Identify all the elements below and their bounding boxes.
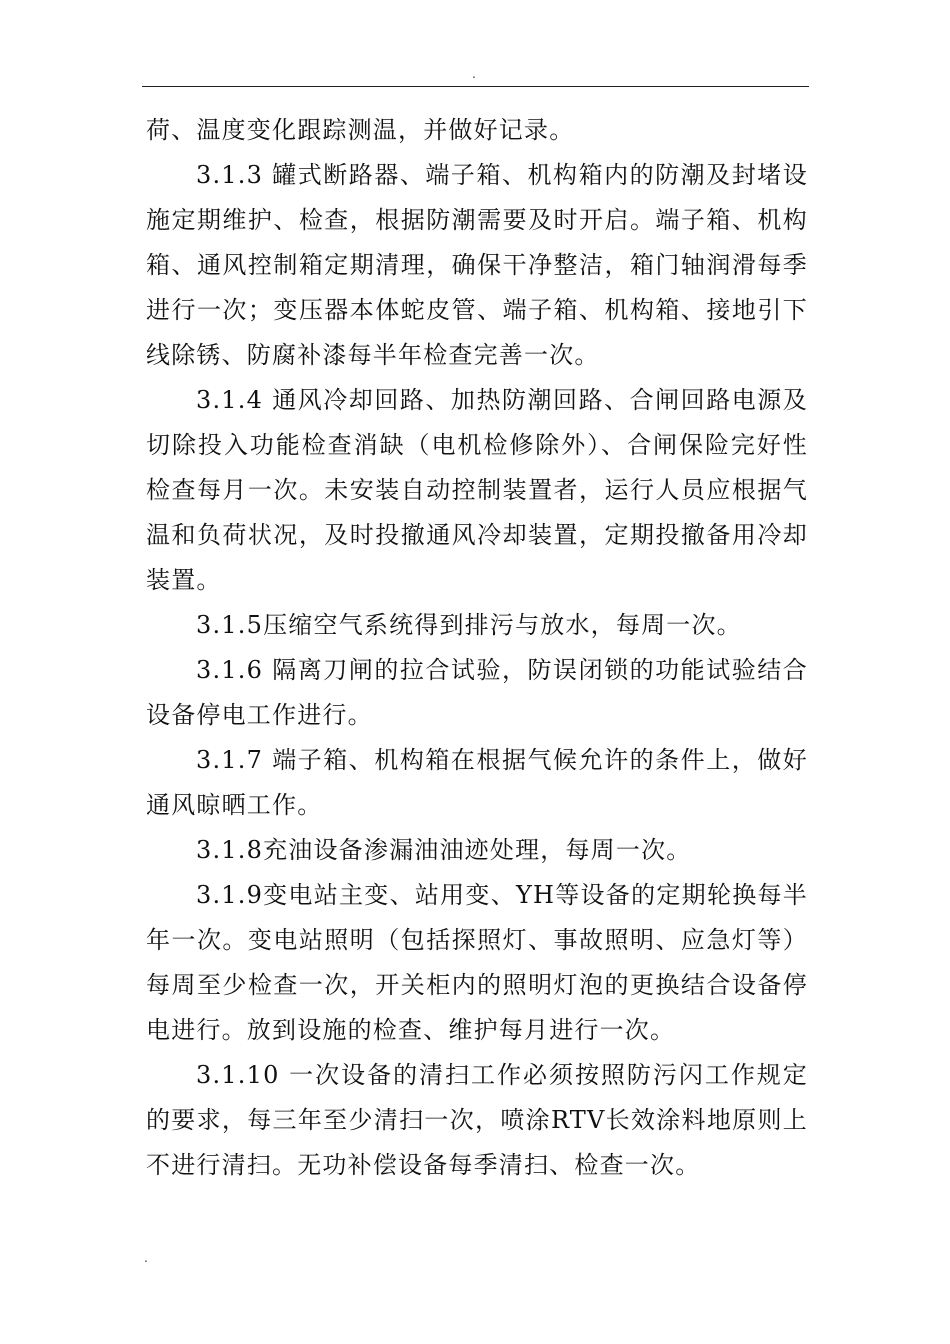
paragraph-3-1-7: 3.1.7 端子箱、机构箱在根据气候允许的条件上，做好通风晾晒工作。 xyxy=(146,746,808,819)
paragraph-3-1-3: 3.1.3 罐式断路器、端子箱、机构箱内的防潮及封堵设施定期维护、检查，根据防潮需要及时开启。端子箱、机构箱、通风控制箱定期清理，确保干净整洁，箱门轴润滑每季进行一次；变压器本体蛇皮管、端子箱、机构箱、接地引下线除锈、防腐补漆每半年检查完善一次。 xyxy=(146,161,808,369)
paragraph-3-1-4: 3.1.4 通风冷却回路、加热防潮回路、合闸回路电源及切除投入功能检查消缺（电机检修除外）、合闸保险完好性检查每月一次。未安装自动控制装置者，运行人员应根据气温和负荷状况，及时投撤通风冷却装置，定期投撤备用冷却装置。 xyxy=(146,386,808,594)
paragraph-continuation: 荷、温度变化跟踪测温，并做好记录。 xyxy=(146,116,575,144)
paragraph-3-1-8: 3.1.8充油设备渗漏油油迹处理，每周一次。 xyxy=(196,836,692,864)
paragraph-3-1-5: 3.1.5压缩空气系统得到排污与放水，每周一次。 xyxy=(196,611,742,639)
header-mark: . xyxy=(472,67,476,81)
paragraph-3-1-10: 3.1.10 一次设备的清扫工作必须按照防污闪工作规定的要求，每三年至少清扫一次，喷涂RTV长效涂料地原则上不进行清扫。无功补偿设备每季清扫、检查一次。 xyxy=(146,1061,808,1179)
paragraph-3-1-9: 3.1.9变电站主变、站用变、YH等设备的定期轮换每半年一次。变电站照明（包括探照灯、事故照明、应急灯等）每周至少检查一次，开关柜内的照明灯泡的更换结合设备停电进行。放到设施的检查、维护每月进行一次。 xyxy=(146,881,808,1044)
paragraph-3-1-6: 3.1.6 隔离刀闸的拉合试验，防误闭锁的功能试验结合设备停电工作进行。 xyxy=(146,656,808,729)
header-rule xyxy=(142,86,809,87)
footer-mark: . xyxy=(144,1251,148,1265)
document-body xyxy=(146,108,808,1188)
